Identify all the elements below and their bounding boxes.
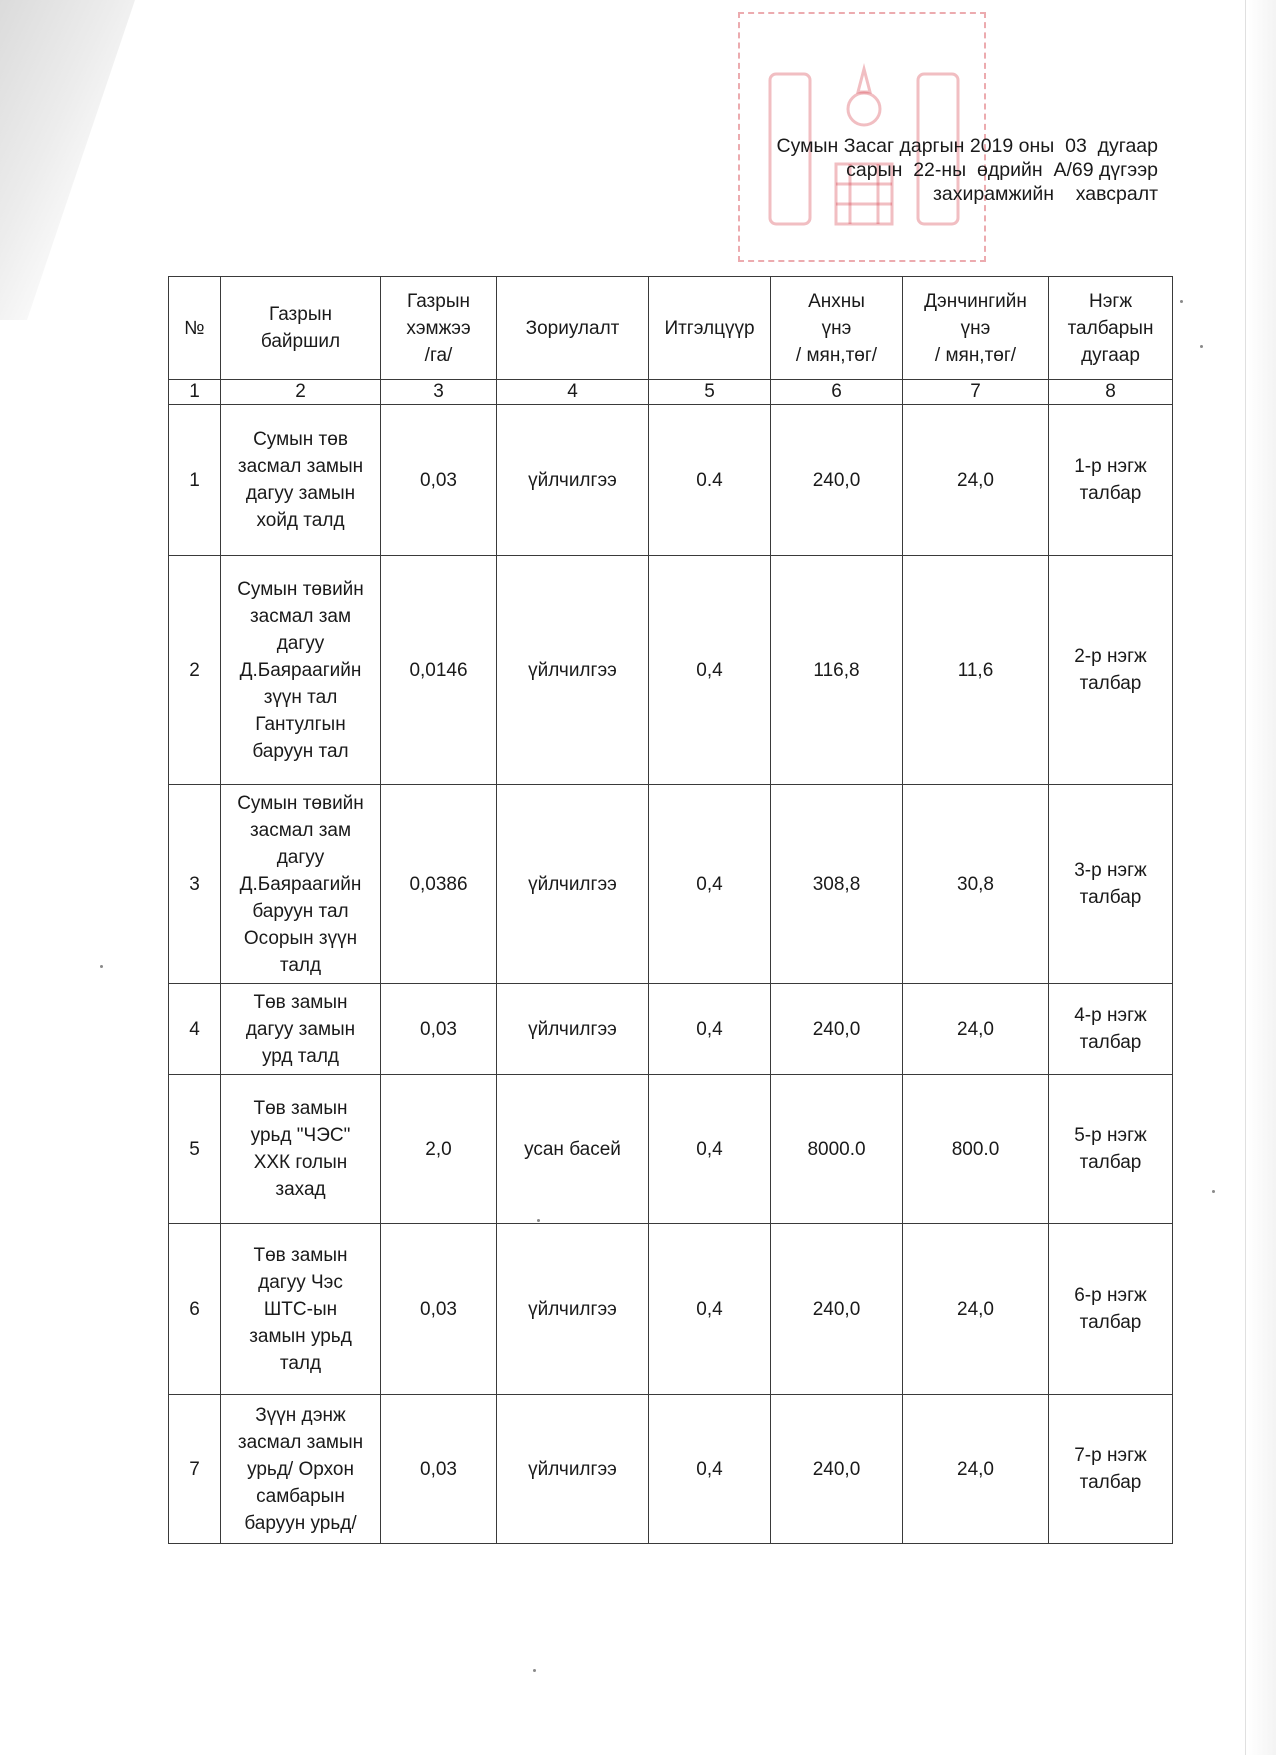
header-initial-price-label: Анхны үнэ / мян,төг/ xyxy=(795,290,878,366)
column-number: 2 xyxy=(221,380,381,405)
area-cell xyxy=(381,1395,497,1544)
column-number: 1 xyxy=(169,380,221,405)
area-cell-text: 2,0 xyxy=(425,1138,452,1160)
purpose-cell xyxy=(497,556,649,785)
row-number-text: 7 xyxy=(189,1458,200,1480)
scan-speck xyxy=(533,1669,536,1672)
location-cell xyxy=(221,405,381,556)
purpose-cell-text: үйлчилгээ xyxy=(528,1018,617,1040)
deposit-price-cell-text: 11,6 xyxy=(957,659,994,681)
location-cell-text: Зүүн дэнж засмал замын урьд/ Орхон самбарын баруун урьд/ xyxy=(237,1404,364,1534)
initial-price-cell xyxy=(771,405,903,556)
scan-speck xyxy=(1180,300,1183,303)
initial-price-cell-text: 240,0 xyxy=(812,1018,861,1040)
column-number: 4 xyxy=(497,380,649,405)
parcel-id-cell xyxy=(1049,556,1173,785)
deposit-price-cell xyxy=(903,984,1049,1075)
deposit-price-cell-text: 24,0 xyxy=(957,1018,994,1040)
initial-price-cell-text: 308,8 xyxy=(812,873,861,895)
parcel-id-cell xyxy=(1049,785,1173,984)
location-cell xyxy=(221,556,381,785)
parcel-id-cell-text: 2-р нэгж талбар xyxy=(1074,646,1147,694)
header-deposit-price xyxy=(903,277,1049,380)
scan-shadow xyxy=(0,0,135,320)
location-cell-text: Төв замын дагуу замын урд талд xyxy=(245,991,356,1067)
initial-price-cell xyxy=(771,1075,903,1224)
initial-price-cell-text: 240,0 xyxy=(812,469,861,491)
location-cell xyxy=(221,1395,381,1544)
area-cell xyxy=(381,1075,497,1224)
row-number xyxy=(169,1395,221,1544)
row-number-text: 5 xyxy=(189,1138,200,1160)
deposit-price-cell xyxy=(903,785,1049,984)
table-row xyxy=(169,405,1173,556)
initial-price-cell xyxy=(771,556,903,785)
deposit-price-cell-text: 800.0 xyxy=(951,1138,1000,1160)
scan-speck xyxy=(100,965,103,968)
initial-price-cell-text: 240,0 xyxy=(812,1458,861,1480)
area-cell xyxy=(381,984,497,1075)
header-row xyxy=(169,277,1173,380)
location-cell xyxy=(221,1224,381,1395)
header-deposit-price-label: Дэнчингийн үнэ / мян,төг/ xyxy=(924,290,1027,366)
initial-price-cell-text: 8000.0 xyxy=(807,1138,866,1160)
table-header xyxy=(169,277,1173,405)
deposit-price-cell xyxy=(903,1395,1049,1544)
coefficient-cell xyxy=(649,984,771,1075)
table-row xyxy=(169,1224,1173,1395)
deposit-price-cell-text: 30,8 xyxy=(957,873,994,895)
header-location xyxy=(221,277,381,380)
parcel-id-cell xyxy=(1049,1075,1173,1224)
coefficient-cell-text: 0,4 xyxy=(696,1298,723,1320)
coefficient-cell-text: 0.4 xyxy=(696,469,723,491)
deposit-price-cell-text: 24,0 xyxy=(957,1458,994,1480)
purpose-cell-text: үйлчилгээ xyxy=(528,659,617,681)
table-row xyxy=(169,785,1173,984)
parcel-id-cell-text: 3-р нэгж талбар xyxy=(1074,860,1147,908)
column-number: 8 xyxy=(1049,380,1173,405)
row-number-text: 6 xyxy=(189,1298,200,1320)
parcel-id-cell xyxy=(1049,405,1173,556)
header-location-label: Газрын байршил xyxy=(260,304,341,352)
table-row xyxy=(169,984,1173,1075)
purpose-cell-text: үйлчилгээ xyxy=(528,873,617,895)
deposit-price-cell-text: 24,0 xyxy=(957,469,994,491)
purpose-cell-text: үйлчилгээ xyxy=(528,1298,617,1320)
land-plot-table xyxy=(168,276,1173,1544)
deposit-price-cell xyxy=(903,1075,1049,1224)
coefficient-cell-text: 0,4 xyxy=(696,1018,723,1040)
area-cell xyxy=(381,1224,497,1395)
header-coefficient xyxy=(649,277,771,380)
row-number-text: 2 xyxy=(189,659,200,681)
initial-price-cell xyxy=(771,984,903,1075)
area-cell-text: 0,03 xyxy=(420,1298,457,1320)
initial-price-cell xyxy=(771,1395,903,1544)
row-number xyxy=(169,785,221,984)
column-number: 5 xyxy=(649,380,771,405)
area-cell xyxy=(381,556,497,785)
location-cell-text: Сумын төвийн засмал зам дагуу Д.Баяраагийн баруун тал Осорын зүүн талд xyxy=(237,792,364,976)
coefficient-cell-text: 0,4 xyxy=(696,659,723,681)
purpose-cell xyxy=(497,1075,649,1224)
parcel-id-cell-text: 1-р нэгж талбар xyxy=(1074,456,1147,504)
coefficient-cell-text: 0,4 xyxy=(696,1138,723,1160)
row-number xyxy=(169,1224,221,1395)
coefficient-cell-text: 0,4 xyxy=(696,1458,723,1480)
column-number: 7 xyxy=(903,380,1049,405)
purpose-cell-text: үйлчилгээ xyxy=(528,1458,617,1480)
location-cell xyxy=(221,984,381,1075)
scan-edge-line xyxy=(1245,0,1246,1755)
row-number-text: 4 xyxy=(189,1018,200,1040)
coefficient-cell xyxy=(649,556,771,785)
row-number-text: 3 xyxy=(189,873,200,895)
area-cell-text: 0,0386 xyxy=(409,873,468,895)
scan-speck xyxy=(1212,1190,1215,1193)
scan-shadow-right xyxy=(1248,0,1276,1755)
table-row xyxy=(169,556,1173,785)
table-body xyxy=(169,405,1173,1544)
column-number-row xyxy=(169,380,1173,405)
header-coefficient-label: Итгэлцүүр xyxy=(664,317,755,339)
coefficient-cell-text: 0,4 xyxy=(696,873,723,895)
deposit-price-cell xyxy=(903,556,1049,785)
column-number: 3 xyxy=(381,380,497,405)
initial-price-cell-text: 116,8 xyxy=(813,659,860,681)
header-number xyxy=(169,277,221,380)
purpose-cell xyxy=(497,1224,649,1395)
location-cell-text: Сумын төвийн засмал зам дагуу Д.Баяраагийн зүүн тал Гантулгын баруун тал xyxy=(237,578,364,762)
parcel-id-cell-text: 7-р нэгж талбар xyxy=(1074,1445,1147,1493)
deposit-price-cell xyxy=(903,405,1049,556)
initial-price-cell xyxy=(771,785,903,984)
scan-speck xyxy=(537,1219,540,1222)
coefficient-cell xyxy=(649,405,771,556)
row-number xyxy=(169,405,221,556)
parcel-id-cell-text: 6-р нэгж талбар xyxy=(1074,1285,1147,1333)
area-cell-text: 0,0146 xyxy=(409,659,468,681)
parcel-id-cell xyxy=(1049,984,1173,1075)
purpose-cell xyxy=(497,405,649,556)
row-number xyxy=(169,1075,221,1224)
parcel-id-cell-text: 4-р нэгж талбар xyxy=(1074,1005,1147,1053)
deposit-price-cell xyxy=(903,1224,1049,1395)
area-cell xyxy=(381,785,497,984)
header-parcel-id-label: Нэгж талбарын дугаар xyxy=(1067,290,1154,366)
table-row xyxy=(169,1075,1173,1224)
location-cell xyxy=(221,1075,381,1224)
purpose-cell xyxy=(497,984,649,1075)
purpose-cell-text: үйлчилгээ xyxy=(528,469,617,491)
coefficient-cell xyxy=(649,785,771,984)
column-number: 6 xyxy=(771,380,903,405)
initial-price-cell-text: 240,0 xyxy=(812,1298,861,1320)
deposit-price-cell-text: 24,0 xyxy=(957,1298,994,1320)
parcel-id-cell xyxy=(1049,1224,1173,1395)
coefficient-cell xyxy=(649,1395,771,1544)
coefficient-cell xyxy=(649,1075,771,1224)
header-initial-price xyxy=(771,277,903,380)
area-cell-text: 0,03 xyxy=(420,469,457,491)
initial-price-cell xyxy=(771,1224,903,1395)
area-cell-text: 0,03 xyxy=(420,1018,457,1040)
row-number xyxy=(169,556,221,785)
area-cell-text: 0,03 xyxy=(420,1458,457,1480)
header-area-label: Газрын хэмжээ /га/ xyxy=(406,290,471,366)
header-number-label: № xyxy=(184,317,205,339)
coefficient-cell xyxy=(649,1224,771,1395)
area-cell xyxy=(381,405,497,556)
purpose-cell xyxy=(497,1395,649,1544)
parcel-id-cell xyxy=(1049,1395,1173,1544)
table-row xyxy=(169,1395,1173,1544)
purpose-cell-text: усан басей xyxy=(524,1138,621,1160)
parcel-id-cell-text: 5-р нэгж талбар xyxy=(1074,1125,1147,1173)
header-area xyxy=(381,277,497,380)
location-cell-text: Төв замын дагуу Чэс ШТС-ын замын урьд талд xyxy=(249,1244,352,1374)
header-purpose-label: Зориулалт xyxy=(525,317,620,339)
location-cell-text: Сумын төв засмал замын дагуу замын хойд талд xyxy=(237,429,364,531)
appendix-reference-note: Сумын Засаг даргын 2019 оны 03 дугаар сарын 22-ны өдрийн А/69 дүгээр захирамжийн хавсралт xyxy=(776,135,1158,205)
row-number xyxy=(169,984,221,1075)
row-number-text: 1 xyxy=(189,469,200,491)
location-cell-text: Төв замын урьд "ЧЭС" ХХК голын захад xyxy=(250,1098,351,1200)
scan-speck xyxy=(1200,345,1203,348)
header-purpose xyxy=(497,277,649,380)
location-cell xyxy=(221,785,381,984)
header-parcel-id xyxy=(1049,277,1173,380)
purpose-cell xyxy=(497,785,649,984)
